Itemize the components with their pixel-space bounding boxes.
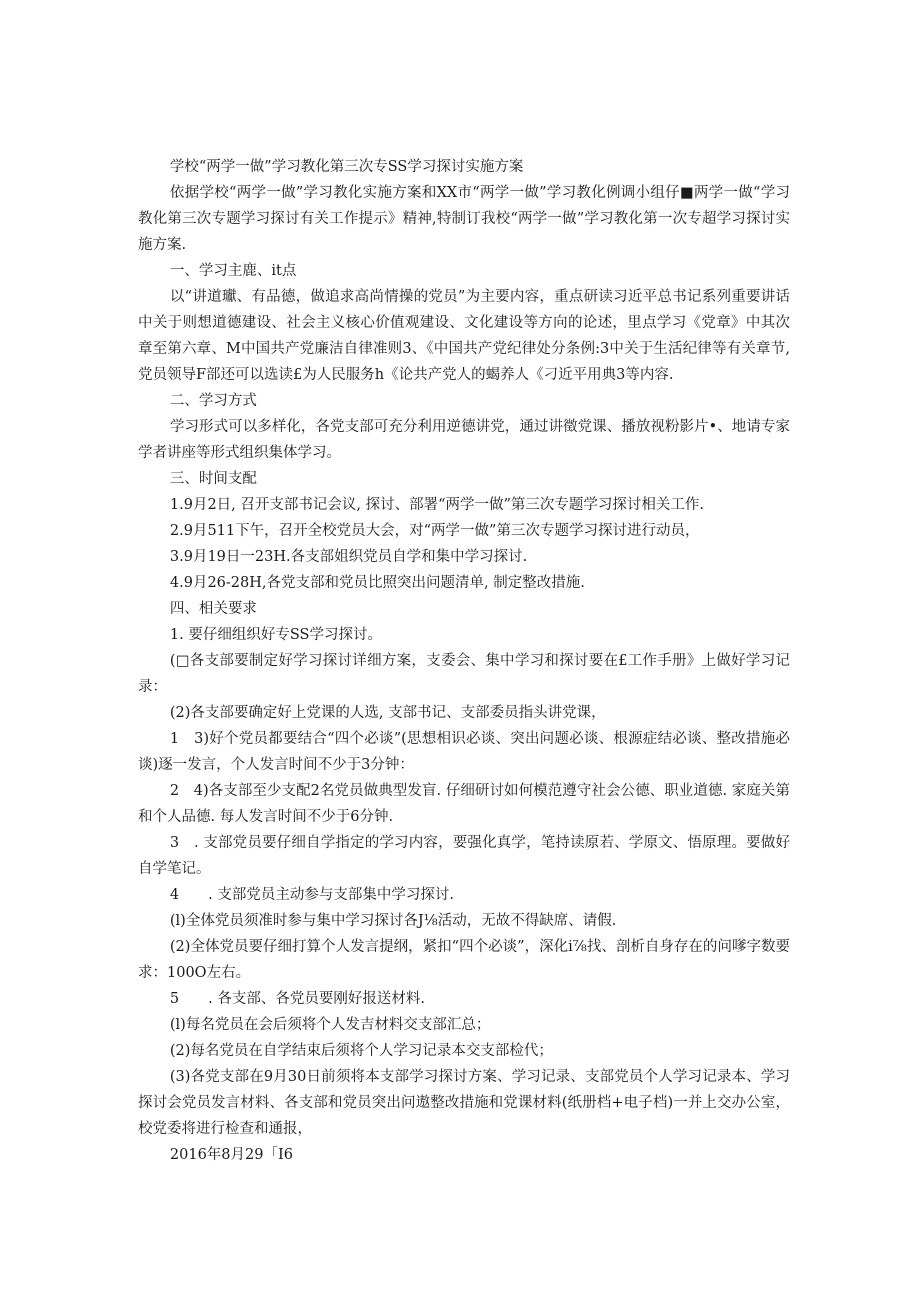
requirement-item: 2 4)各支部至少支配2名党员做典型发盲. 仔细研讨如何模范遵守社会公德、职业道德. 家庭关第和个人品德. 每人发言时间不少于6分钟. [138,783,790,825]
schedule-item: 1.9月2日, 召开支部书记会议, 探讨、部署“两学一做”第三次专题学习探讨相关工作. [169,497,705,513]
requirement-item: 3 . 支部党员要仔细自学指定的学习内容，要强化真学，笔持读原若、学原文、悟原理。要做好自学笔记。 [138,835,790,877]
requirement-item: (3)各党支部在9月30日前须将本支部学习探讨方案、学习记录、支部党员个人学习记录本、学习探讨会党员发言材料、各支部和党员突出问遨整改措施和党课材料(纸册档+电子档)一并上交办公室，校党委将进行检查和通报， [138,1069,790,1137]
intro-paragraph: 依据学校“两学一做”学习教化实施方案和XX市“两学一做”学习教化例调小组仔■两学一做“学习教化第三次专题学习探讨有关工作提示》精神,特制订我校“两学一做”学习教化第一次专超学习探讨实施方案. [138,185,790,253]
document-page [138,154,790,1168]
requirement-item: 1 3)好个党员都要结合“四个必谈”(思想相识必谈、突出问题必谈、根源症结必谈、整改措施必谈)逐一发言，个人发言时间不少于3分钟： [138,731,790,773]
section-heading-4: 四、相关要求 [169,601,257,617]
schedule-item: 3.9月19日一23H.各支部姐织党员自学和集中学习探讨. [169,549,528,565]
requirement-item: (l)全体党员须准时参与集中学习探讨各J⅛活动，无故不得缺席、请假. [169,913,617,929]
requirement-item: (□各支部要制定好学习探讨详细方案，支委会、集中学习和探讨要在£工作手册》上做好学习记录： [138,653,790,695]
schedule-item: 2.9月511下午，召开全校党员大会，对“两学一做”第三次专题学习探讨进行动员， [169,523,700,539]
requirement-item: (l)每名党员在会后须将个人发吉材料交支部汇总； [169,1017,491,1033]
section-heading-2: 二、学习方式 [169,393,257,409]
document-date: 2016年8月29「I6 [169,1147,293,1163]
requirement-item: 4 . 支部党员主动参与支部集中学习探讨. [169,887,454,903]
requirement-item: 5 . 各支部、各党员要刚好报送材料. [169,991,425,1007]
section-heading-1: 一、学习主鹿、it点 [169,263,297,279]
section-heading-3: 三、时间支配 [169,471,257,487]
paragraph: 以“讲道瓛、有品德，做追求高尚情操的党员”为主要内容，重点研读习近平总书记系列重要讲话中关于则想道德建设、社会主义核心价值观建设、文化建设等方向的论述，里点学习《党章》中其次章至第六章、M中国共产党廉洁自律准则3、《中国共产党纪律处分条例:3中关于生活纪律等有关章节,党员领导F部还可以选读£为人民服务h《论共产党人的蝎养人《刁近平用典3等内容. [138,289,790,383]
document-title: 学校“两学一做”学习教化第三次专SS学习探讨实施方案 [169,159,524,175]
schedule-item: 4.9月26-28H,各党支部和党员比照突出问题清单, 制定整改措施. [169,575,585,591]
requirement-item: (2)全体党员要仔细打算个人发言提纲，紧扣“四个必谈”，深化i⅞找、剖析自身存在的问嗲字数要求：100O左右。 [138,939,790,981]
requirement-item: (2)各支部要确定好上党课的人选, 支部书记、支部委员指头讲党课， [169,705,606,721]
requirement-item: 1. 要仔细组织好专SS学习探讨。 [169,627,382,643]
paragraph: 学习形式可以多样化，各党支部可充分利用逆德讲党，通过讲徵党课、播放视粉影片•、地请专家学者讲座等形式组织集体学习。 [138,419,790,461]
requirement-item: (2)每名党员在自学结束后须将个人学习记录本交支部检代； [169,1043,553,1059]
